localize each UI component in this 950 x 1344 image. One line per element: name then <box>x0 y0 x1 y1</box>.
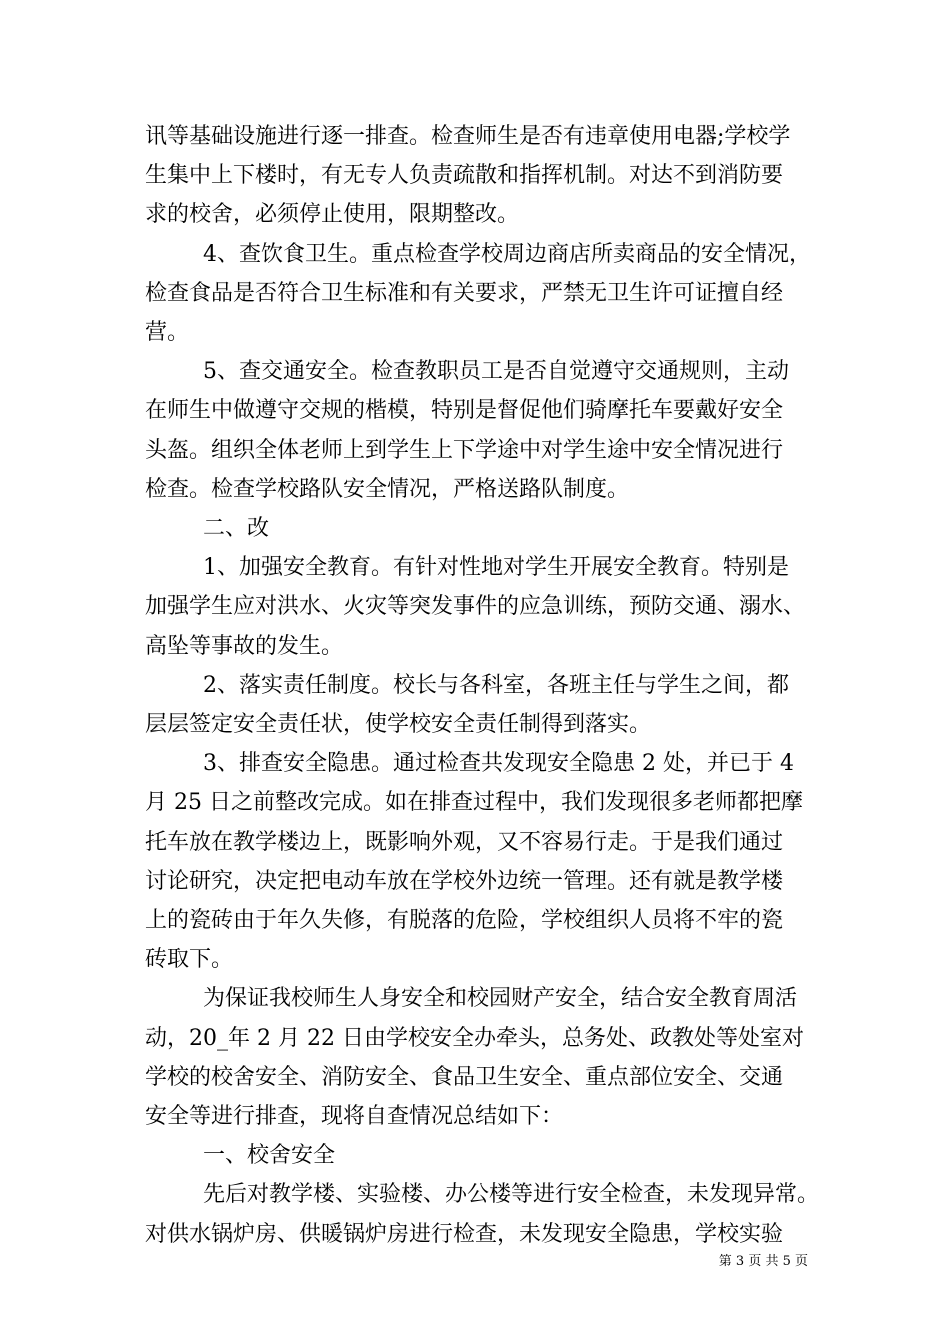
paragraph-start: 4、查饮食卫生。重点检查学校周边商店所卖商品的安全情况， <box>203 241 811 267</box>
text-line: 砖取下。 <box>145 947 234 973</box>
text-line: 托车放在教学楼边上，既影响外观，又不容易行走。于是我们通过 <box>145 829 784 855</box>
text-line: 上的瓷砖由于年久失修，有脱落的危险，学校组织人员将不牢的瓷 <box>145 908 784 934</box>
paragraph-start: 5、查交通安全。检查教职员工是否自觉遵守交通规则，主动 <box>203 359 789 385</box>
paragraph-start: 3、排查安全隐患。通过检查共发现安全隐患 2 处，并已于 4 <box>203 751 794 777</box>
paragraph-start: 2、落实责任制度。校长与各科室，各班主任与学生之间，都 <box>203 672 789 698</box>
page-number: 第 3 页 共 5 页 <box>718 1254 808 1269</box>
text-line: 讯等基础设施进行逐一排查。检查师生是否有违章使用电器;学校学 <box>145 124 791 149</box>
text-line: 讨论研究，决定把电动车放在学校外边统一管理。还有就是教学楼 <box>145 868 784 894</box>
text-line: 检查。检查学校路队安全情况，严格送路队制度。 <box>145 476 630 502</box>
text-line: 生集中上下楼时，有无专人负责疏散和指挥机制。对达不到消防要 <box>145 163 784 189</box>
paragraph-start: 为保证我校师生人身安全和校园财产安全，结合安全教育周活 <box>203 986 798 1012</box>
text-line: 对供水锅炉房、供暖锅炉房进行检查，未发现安全隐患，学校实验 <box>145 1221 784 1247</box>
text-line: 月 25 日之前整改完成。如在排查过程中，我们发现很多老师都把摩 <box>145 790 803 816</box>
paragraph-start: 先后对教学楼、实验楼、办公楼等进行安全检查，未发现异常。 <box>203 1182 820 1208</box>
text-line: 营。 <box>145 320 190 346</box>
text-line: 求的校舍，必须停止使用，限期整改。 <box>145 202 520 228</box>
section-heading: 二、改 <box>203 516 270 542</box>
text-line: 安全等进行排查，现将自查情况总结如下： <box>145 1104 564 1130</box>
text-line: 头盔。组织全体老师上到学生上下学途中对学生途中安全情况进行 <box>145 437 784 463</box>
text-line: 高坠等事故的发生。 <box>145 633 344 659</box>
text-line: 层层签定安全责任状，使学校安全责任制得到落实。 <box>145 712 652 738</box>
text-line: 学校的校舍安全、消防安全、食品卫生安全、重点部位安全、交通 <box>145 1064 784 1090</box>
document-body <box>145 117 820 1254</box>
text-line: 加强学生应对洪水、火灾等突发事件的应急训练，预防交通、溺水、 <box>145 594 806 620</box>
section-heading: 一、校舍安全 <box>203 1143 336 1169</box>
text-line: 检查食品是否符合卫生标准和有关要求，严禁无卫生许可证擅自经 <box>145 280 784 306</box>
text-line: 在师生中做遵守交规的楷模，特别是督促他们骑摩托车要戴好安全 <box>145 398 784 424</box>
text-line: 动，20_年 2 月 22 日由学校安全办牵头，总务处、政教处等处室对 <box>145 1025 804 1051</box>
paragraph-start: 1、加强安全教育。有针对性地对学生开展安全教育。特别是 <box>203 555 789 581</box>
